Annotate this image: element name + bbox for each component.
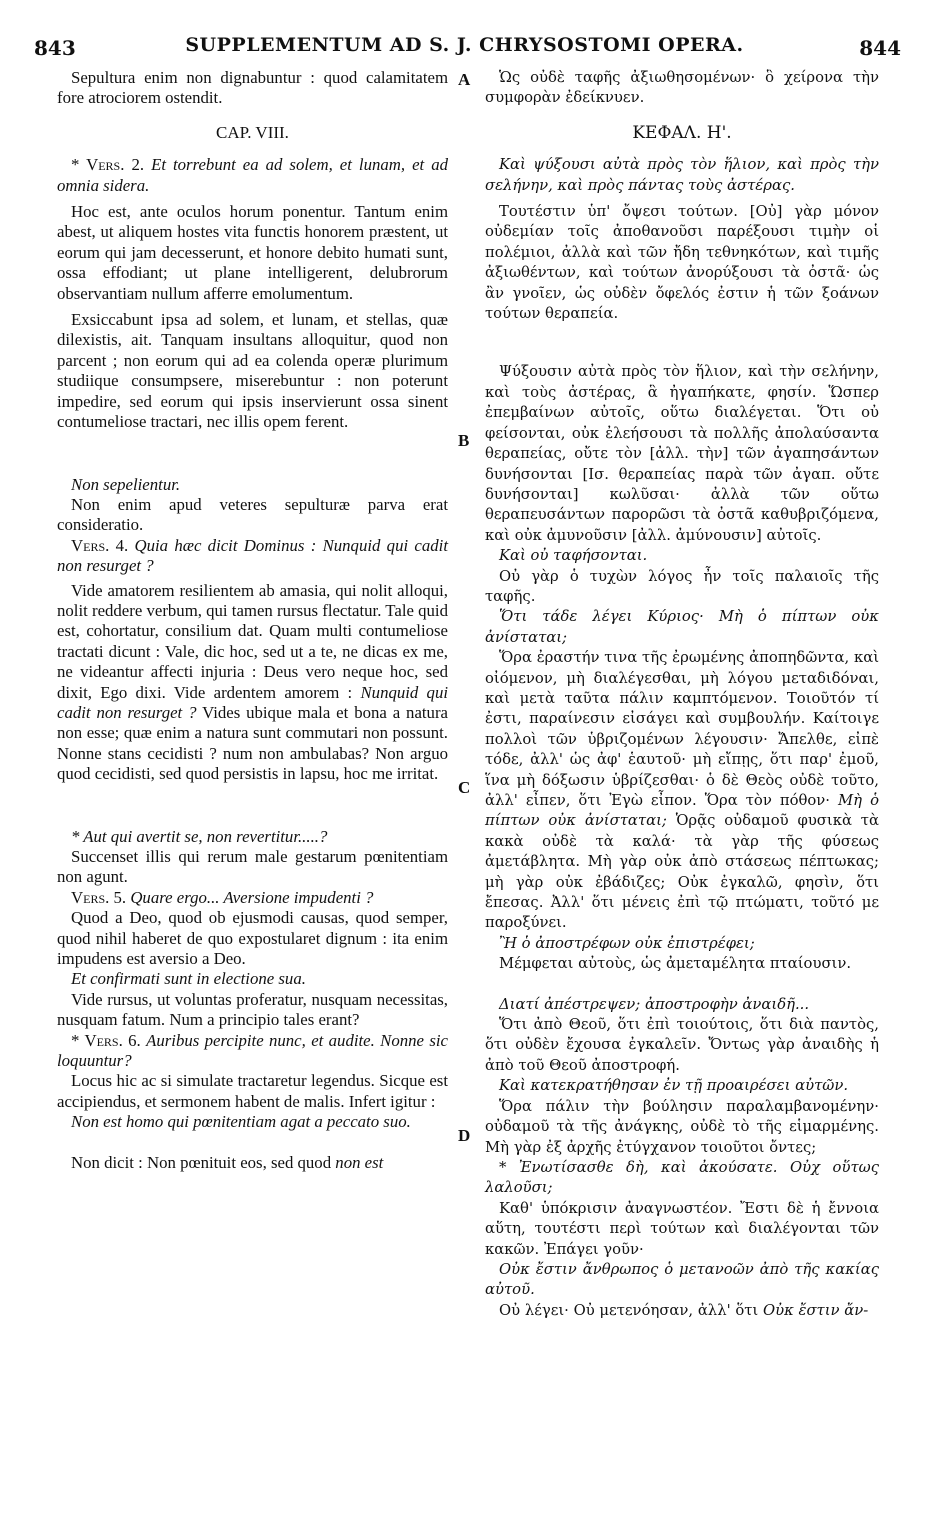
- page-number-left: 843: [34, 36, 76, 60]
- verse-text: Quia hæc dicit Dominus : Nunquid qui cadit non resurget ?: [57, 535, 448, 576]
- latin-paragraph: Quod a Deo, quod ob ejusmodi causas, quod semper, quod nihil haberet de quo expostularet dignum : ita enim impudens est aversio a Deo.: [57, 908, 448, 969]
- verse-label: * Vers. 2.: [71, 155, 145, 175]
- greek-paragraph: Ψύξουσιν αὐτὰ πρὸς τὸν ἥλιον, καὶ τὴν σελήνην, καὶ τοὺς ἀστέρας, ἃ ἠγαπήκατε, φησίν. Ὥσπερ ἐπεμβαίνων αὐτοῖς, οὕτω διαλέγεται. Ὅτι οὐ φείσονται, οὐκ ἐλεήσουσι τὰ πολλῆς ἀπολαύσαντα θεραπείας, οὔτε τὸν [ἀλλ. τὴν] τῶν ἀγαπησάντων δυνήσονται [Ισ. θεραπείας παρὰ τῶν ἀγαπ. οὔτε δυνήσονται] κωλῦσαι· ἀλλὰ τῶν οὕτω θεραπευσάντων παρορῶσι τὰ ὀστᾶ καθυβριζόμενα, καὶ οὐκ ἀμυνοῦσιν [ἀλλ. ἀμύνουσιν] αὐτοῖς.: [485, 363, 879, 544]
- greek-paragraph: Τουτέστιν ὑπ' ὄψεσι τούτων. [Οὐ] γὰρ μόνον οὐδεμίαν τοῖς ἀποθανοῦσι παρέξουσι τιμὴν οἱ πολέμιοι, ἀλλὰ καὶ τῶν ἤδη τεθνηκότων, καὶ τιμῆς ἀξιωθέντων, καὶ τούτων ἀνορύξουσι τὰ ὀστᾶ· ὡς ἂν γνοῖεν, ὡς οὐδὲν ὄφελός ἐστιν ἡ τῶν ξοάνων τούτων θεραπεία.: [485, 203, 879, 323]
- latin-lemma: Non sepelientur.: [71, 474, 181, 494]
- latin-paragraph: Non enim apud veteres sepulturæ parva erat consideratio.: [57, 494, 448, 535]
- greek-lemma: Οὐκ ἔστιν ἄνθρωπος ὁ μετανοῶν ἀπὸ τῆς κακίας αὐτοῦ.: [485, 1260, 879, 1299]
- latin-verse-4: [57, 536, 448, 577]
- verse-text: Quare ergo... Aversione impudenti ?: [130, 887, 374, 907]
- text-run-italic: non est: [335, 1152, 384, 1172]
- latin-lemma: Non est homo qui pœnitentiam agat a peccato suo.: [71, 1112, 411, 1132]
- verse-label: * Vers. 6.: [71, 1030, 141, 1050]
- greek-lemma: Ὅτι τάδε λέγει Κύριος· Μὴ ὁ πίπτων οὐκ ἀνίσταται;: [485, 608, 879, 646]
- greek-paragraph: Ὅτι ἀπὸ Θεοῦ, ὅτι ἐπὶ τοιούτοις, ὅτι διὰ παντὸς, ὅτι οὐδὲν ἔχουσα ἐγκαλεῖν. Ὄντως γὰρ ἀναιδὴς ἡ ἀπὸ τοῦ Θεοῦ ἀποστροφή.: [485, 1016, 879, 1074]
- latin-paragraph: [57, 581, 448, 785]
- latin-column: [57, 68, 448, 1173]
- verse-label: Vers. 5.: [71, 887, 127, 907]
- marker-d: D: [458, 1126, 471, 1145]
- greek-lemma: Διατί ἀπέστρεψεν; ἀποστροφὴν ἀναιδῆ...: [499, 995, 810, 1013]
- marker-a: A: [458, 70, 471, 89]
- text-run-italic: Μὴ ὁ πίπτων οὐκ ἀνίσταται;: [485, 792, 879, 830]
- latin-paragraph: Succenset illis qui rerum male gestarum pœnitentiam non agunt.: [57, 847, 448, 887]
- greek-paragraph: Μέμφεται αὐτοὺς, ὡς ἀμεταμέλητα πταίουσιν.: [499, 955, 852, 973]
- latin-paragraph: Vide rursus, ut voluntas proferatur, nusquam necessitas, nusquam fatum. Num a principio tales erant?: [57, 989, 448, 1030]
- greek-lemma: Καὶ κατεκρατήθησαν ἐν τῇ προαιρέσει αὐτῶν.: [499, 1077, 849, 1095]
- latin-lemma: Et confirmati sunt in electione sua.: [71, 969, 306, 989]
- greek-lemma: * Ἐνωτίσασθε δὴ, καὶ ἀκούσατε. Οὐχ οὕτως λαλοῦσι;: [485, 1158, 879, 1197]
- greek-paragraph: [485, 1301, 879, 1321]
- latin-paragraph: Locus hic ac si simulate tractaretur legendus. Sicque est accipiendus, et sermonem habent de malis. Infert igitur :: [57, 1071, 448, 1111]
- running-header: [0, 30, 929, 60]
- marker-b: B: [458, 431, 470, 450]
- text-run: Ὅρα ἐραστήν τινα τῆς ἐρωμένης ἀποπηδῶντα, καὶ οἰόμενον, μὴ διαλέγεσθαι, μὴ λόγου μεταδιδόναι, καὶ μετὰ ταῦτα πάλιν καμπτόμενον. Τοιοῦτόν τί ἐστι, παραίνεσιν εἰσάγει καὶ συμβουλήν. Καίτοιγε πολλοὶ τῶν ὑβριζομένων λέγουσιν· Ἄπελθε, εἰπὲ τόδε, ἀλλ' ὡς ἀφ' ἑαυτοῦ· μὴ εἴπῃς, ὅτι παρ' ἐμοῦ, ἵνα μὴ δόξωσιν ὑβρίζεσθαι· ὁ δὲ Θεὸς οὐδὲ τοῦτο, ἀλλ' εἶπεν, ὅτι Ἐγὼ εἶπον. Ὅρα τὸν πόθον·: [485, 649, 879, 809]
- greek-lemma: Καὶ οὐ ταφήσονται.: [499, 547, 648, 565]
- greek-paragraph: [485, 648, 879, 934]
- greek-paragraph: Οὐ γὰρ ὁ τυχὼν λόγος ἦν τοῖς παλαιοῖς τῆς ταφῆς.: [485, 567, 879, 605]
- page-number-right: 844: [859, 36, 901, 60]
- latin-lemma: * Aut qui avertit se, non revertitur.....?: [71, 826, 328, 846]
- greek-lemma: Ἢ ὁ ἀποστρέφων οὐκ ἐπιστρέφει;: [499, 934, 755, 952]
- marker-c: C: [458, 778, 471, 797]
- running-title: SUPPLEMENTUM AD S. J. CHRYSOSTOMI OPERA.: [185, 34, 744, 56]
- verse-label: Vers. 4.: [71, 535, 129, 555]
- text-run: Vide amatorem resilientem ab amasia, qui nolit alloqui, nolit reddere verbum, qui tamen rursus flectatur. Tale quid est, cohortatur, consilium dat. Quam multi contumeliose tractati dicunt : Vale, dic hoc, sed ut a te, ne dicas ex me, ne videantur affecti injuria : Deus vero neque hoc, sed dixit, Ego dixi. Vide ardentem amorem :: [57, 580, 448, 702]
- latin-paragraph: Hoc est, ante oculos horum ponentur. Tantum enim abest, ut aliquem hostes vita functis honorem præstent, ut eorum qui jam decesserunt, et honore debito humati sunt, ossa effodiant; ut plane intelligerent, delubrorum observantiam nullum afferre emolumentum.: [57, 202, 448, 303]
- greek-lemma: Καὶ ψύξουσι αὐτὰ πρὸς τὸν ἥλιον, καὶ πρὸς τὴν σελήνην, καὶ πρὸς πάντας τοὺς ἀστέρας.: [485, 156, 879, 194]
- verse-text: Auribus percipite nunc, et audite. Nonne sic loquuntur?: [57, 1030, 448, 1071]
- latin-verse-6: [57, 1031, 448, 1072]
- greek-chapter-heading: ΚΕΦΑΛ. Η'.: [632, 122, 732, 143]
- text-run: Ὁρᾷς οὐδαμοῦ φυσικὰ τὰ κακὰ οὐδὲ τὰ καλά· τὰ γὰρ τῆς φύσεως ἀμετάβλητα. Μὴ γὰρ οὐκ ἀπὸ στάσεως πέπτωκας; μὴ γὰρ οὐκ ἐβάδιζες; Οὐκ ἐγκαλῶ, φησὶν, ὅτι ἔπεσας. Ἀλλ' ὅτι μένεις ἐπὶ τῷ πτώματι, τοῦτό με παροξύνει.: [485, 812, 879, 932]
- verse-text: Et torrebunt ea ad solem, et lunam, et ad omnia sidera.: [57, 155, 448, 195]
- greek-column: [485, 68, 879, 1321]
- text-run-italic: Οὐκ ἔστιν ἄν-: [762, 1301, 869, 1319]
- greek-paragraph: Ὡς οὐδὲ ταφῆς ἀξιωθησομένων· ὃ χείρονα τὴν συμφορὰν ἐδείκνυεν.: [485, 69, 879, 107]
- text-run: Vides ubique mala et bona a natura non esse; quæ enim a natura sunt commutari non possunt. Nonne stans cecidisti ? num non ambulabas? Non arguo quod cecidisti, sed quod persistis in lapsu, hoc me irritat.: [57, 702, 448, 784]
- latin-paragraph: Sepultura enim non dignabuntur : quod calamitatem fore atrociorem ostendit.: [57, 68, 448, 108]
- latin-paragraph: [57, 1153, 448, 1173]
- text-run-italic: Nunquid qui cadit non resurget ?: [57, 682, 448, 722]
- greek-paragraph: Ὅρα πάλιν τὴν βούλησιν παραλαμβανομένην· οὐδαμοῦ τὰ τῆς ἀνάγκης, οὐδὲ τὸ τῆς εἱμαρμένης. Μὴ γὰρ ἐξ ἀρχῆς ἐτύγχανον τοιοῦτοι ὄντες;: [485, 1097, 879, 1156]
- latin-verse-2: [57, 155, 448, 196]
- text-run: Οὐ λέγει· Οὐ μετενόησαν, ἀλλ' ὅτι: [499, 1301, 759, 1319]
- latin-chapter-heading: CAP. VIII.: [216, 122, 289, 142]
- greek-paragraph: Καθ' ὑπόκρισιν ἀναγνωστέον. Ἔστι δὲ ἡ ἔννοια αὕτη, τουτέστι περὶ τούτων καὶ διαλέγονται τῶν κακῶν. Ἐπάγει γοῦν·: [485, 1199, 879, 1258]
- latin-paragraph: Exsiccabunt ipsa ad solem, et lunam, et stellas, quæ dilexistis, ait. Tanquam insultans alloquitur, quod non parcent ; non eorum qui ad ea colenda operæ plurimum studiique consumpsere, miserebuntur : non poterunt impedire, sed eorum qui ipsis inservierunt ossa sinent contumeliose tractari, nec illis opem ferent.: [57, 310, 448, 432]
- text-run: Non dicit : Non pœnituit eos, sed quod: [71, 1152, 332, 1172]
- latin-verse-5: [57, 888, 448, 908]
